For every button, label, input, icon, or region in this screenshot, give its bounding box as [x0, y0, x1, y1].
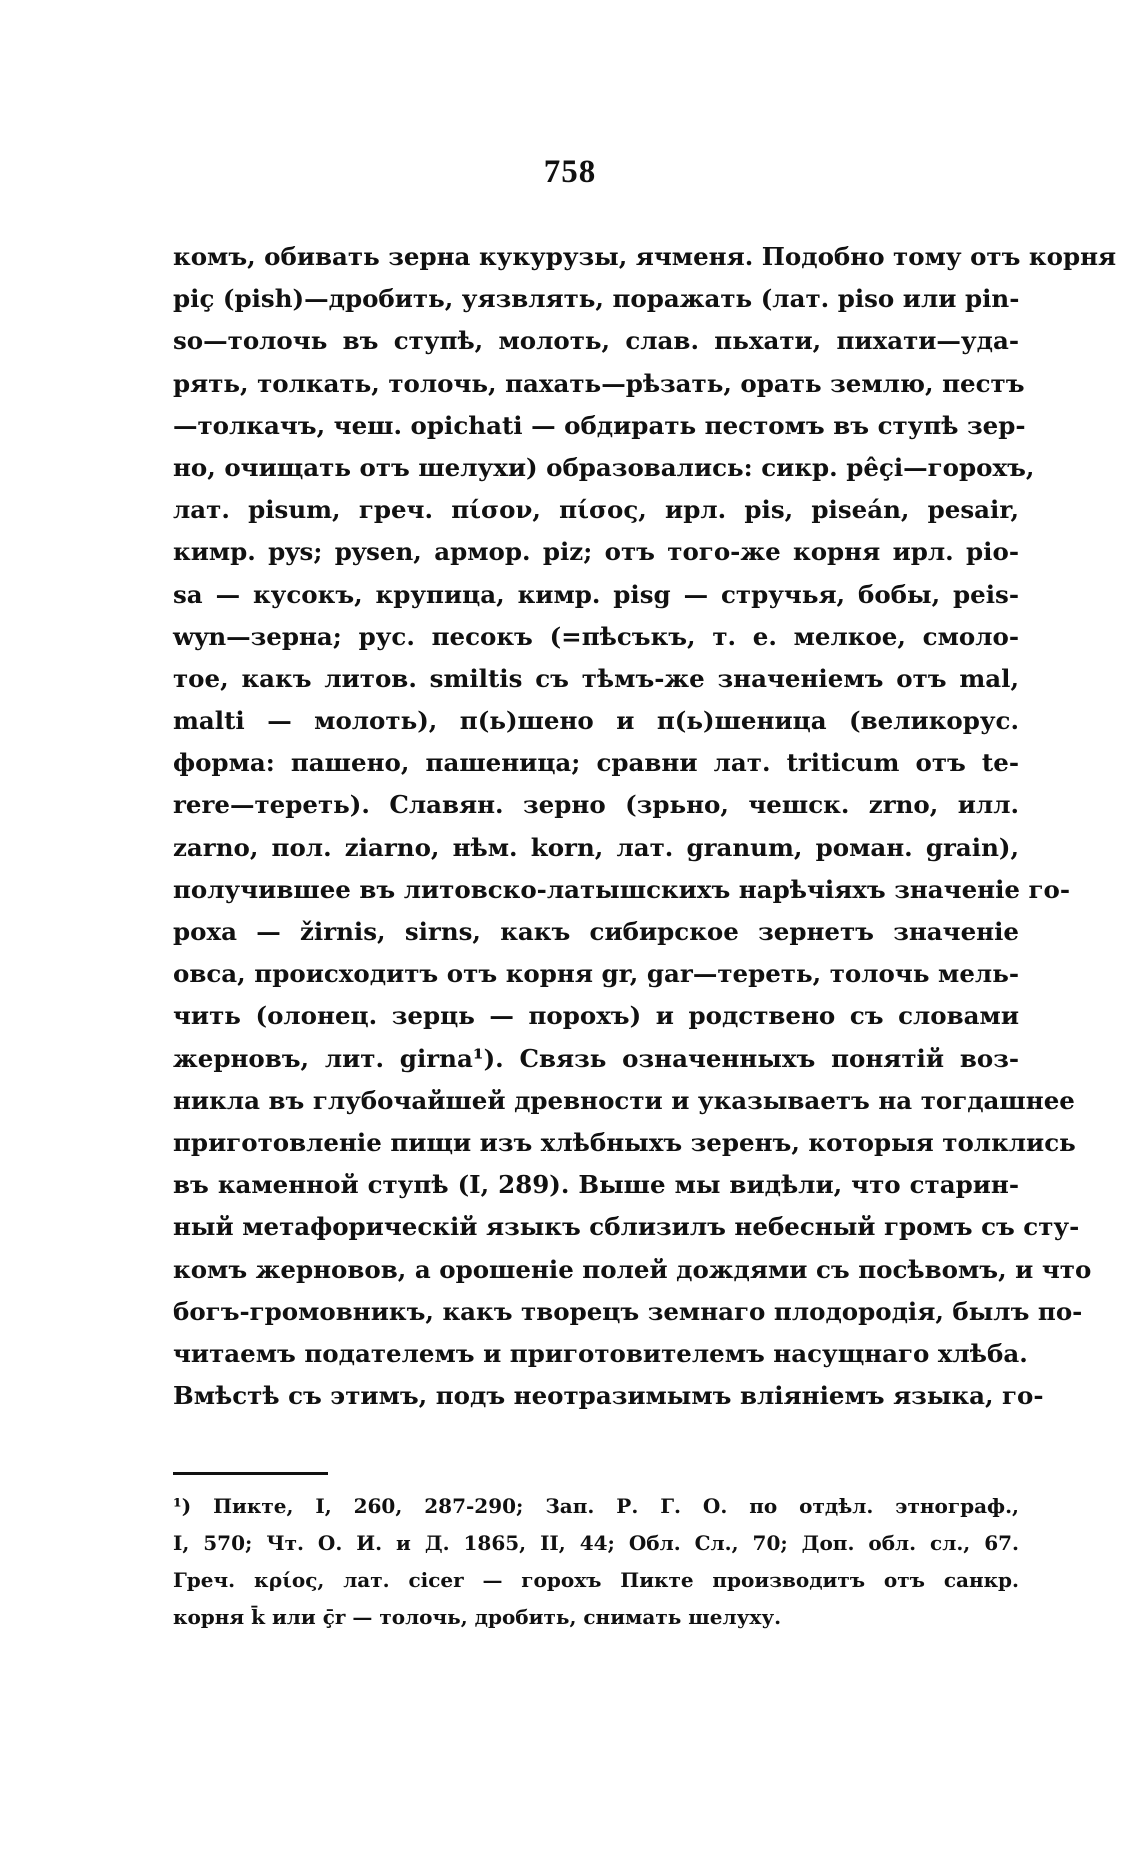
- text-line: ный метафорическій языкъ сблизилъ небесный громъ съ сту-: [173, 1212, 1080, 1242]
- text-line: zarno, пол. ziarno, нѣм. korn, лат. granum, роман. grain),: [173, 832, 1019, 862]
- text-line: въ каменной ступѣ (I, 289). Выше мы видѣли, что старин-: [173, 1170, 1019, 1200]
- text-line: овса, происходитъ отъ корня gr, gar—тереть, толочь мель-: [173, 959, 1019, 989]
- footnote-line: I, 570; Чт. О. И. и Д. 1865, II, 44; Обл. Сл., 70; Доп. обл. сл., 67.: [173, 1531, 1019, 1555]
- text-line: malti — молоть), п(ь)шено и п(ь)шеница (великорус.: [173, 706, 1019, 736]
- text-line: чить (олонец. зерць — порохъ) и родствено съ словами: [173, 1001, 1019, 1031]
- text-line: читаемъ подателемъ и приготовителемъ насущнаго хлѣба.: [173, 1338, 1028, 1368]
- text-line: —толкачъ, чеш. opichati — обдирать пестомъ въ ступѣ зер-: [173, 410, 1026, 440]
- text-line: рять, толкать, толочь, пахать—рѣзать, орать землю, пестъ: [173, 368, 1025, 398]
- text-line: sa — кусокъ, крупица, кимр. pisg — стручья, бобы, peis-: [173, 579, 1019, 609]
- footnote-line: корня k̄ или ç̄r — толочь, дробить, снимать шелуху.: [173, 1605, 782, 1629]
- text-line: тое, какъ литов. smiltis съ тѣмъ-же значеніемъ отъ mal,: [173, 663, 1019, 693]
- text-line: rere—тереть). Славян. зерно (зрьно, чешск. zrno, илл.: [173, 790, 1019, 820]
- text-line: so—толочь въ ступѣ, молоть, слав. пьхати, пихати—уда-: [173, 326, 1019, 356]
- text-line: Вмѣстѣ съ этимъ, подъ неотразимымъ вліяніемъ языка, го-: [173, 1381, 1044, 1411]
- text-line: лат. pisum, греч. πίσον, πίσος, ирл. pis, piseán, pesair,: [173, 495, 1019, 525]
- footnote-rule: [173, 1472, 328, 1475]
- text-line: но, очищать отъ шелухи) образовались: сикр. pêçi—горохъ,: [173, 452, 1035, 482]
- text-line: получившее въ литовско-латышскихъ нарѣчіяхъ значеніе го-: [173, 874, 1071, 904]
- text-line: piç (pish)—дробить, уязвлять, поражать (лат. piso или pin-: [173, 284, 1020, 314]
- text-line: комъ жерновов, а орошеніе полей дождями съ посѣвомъ, и что: [173, 1254, 1092, 1284]
- text-line: кимр. pys; pysen, армор. piz; отъ того-же корня ирл. pio-: [173, 537, 1019, 567]
- text-line: никла въ глубочайшей древности и указываетъ на тогдашнее: [173, 1085, 1075, 1115]
- text-line: форма: пашено, пашеница; сравни лат. triticum отъ te-: [173, 748, 1019, 778]
- text-line: приготовленіе пищи изъ хлѣбныхъ зеренъ, которыя толклись: [173, 1127, 1076, 1157]
- text-line: роха — žirnis, sirns, какъ сибирское зернетъ значеніе: [173, 917, 1019, 946]
- text-line: комъ, обивать зерна кукурузы, ячменя. Подобно тому отъ корня: [173, 242, 1117, 271]
- main-text: [173, 236, 1117, 1417]
- footnote-line: ¹) Пикте, I, 260, 287-290; Зап. Р. Г. О. по отдѣл. этнограф.,: [173, 1494, 1019, 1518]
- footnote-line: Греч. κρίος, лат. cicer — горохъ Пикте производитъ отъ санкр.: [173, 1568, 1019, 1592]
- page-number: 758: [543, 154, 597, 190]
- text-line: жерновъ, лит. girna¹). Связь означенныхъ понятій воз-: [173, 1043, 1019, 1073]
- footnotes: [173, 1488, 1019, 1636]
- text-line: богъ-громовникъ, какъ творецъ земнаго плодородія, былъ по-: [173, 1296, 1083, 1326]
- text-line: wyn—зерна; рус. песокъ (=пѣсъкъ, т. е. мелкое, смоло-: [173, 621, 1019, 651]
